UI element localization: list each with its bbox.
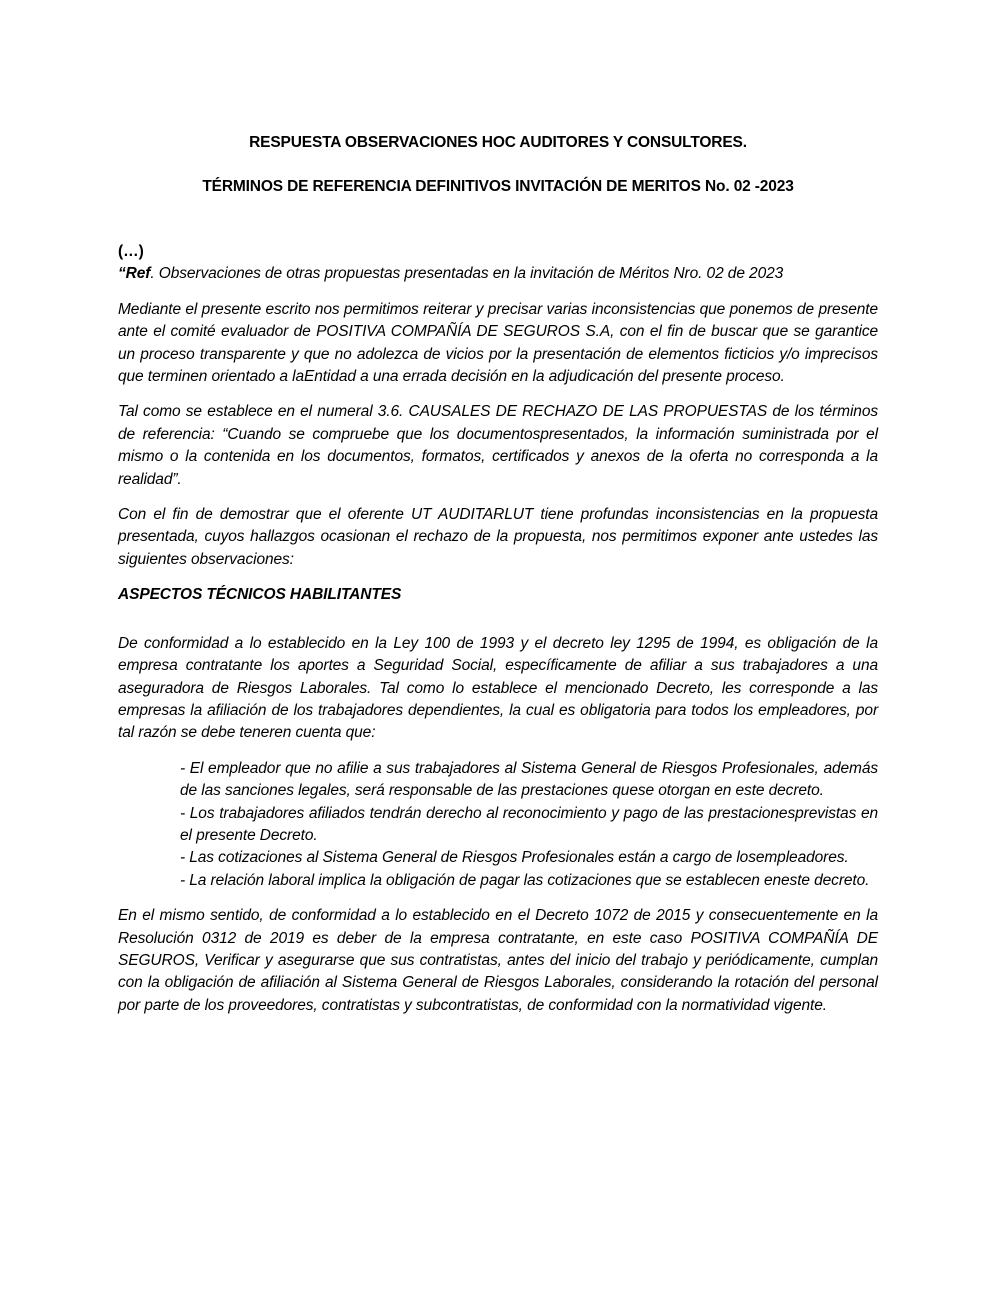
decree-points-list (180, 758, 878, 892)
paragraph-mediante: Mediante el presente escrito nos permitimos reiterar y precisar varias inconsistencias que ponemos de presente ante el comité evaluador de POSITIVA COMPAÑÍA DE SEGUROS S.A, con el fin de buscar que se garantice un proceso transparente y que no adolezca de vicios por la presentación de elementos ficticios y/o imprecisos que terminen orientado a laEntidad a una errada decisión en la adjudicación del presente proceso. (118, 300, 878, 386)
list-item: - Las cotizaciones al Sistema General de Riesgos Profesionales están a cargo de losempleadores. (180, 849, 849, 867)
paragraph-ley-100: De conformidad a lo establecido en la Ley 100 de 1993 y el decreto ley 1295 de 1994, es obligación de la empresa contratante los aportes a Seguridad Social, específicamente de afiliar a sus trabajadores a una aseguradora de Riesgos Laborales. Tal como lo establece el mencionado Decreto, les corresponde a las empresas la afiliación de los trabajadores dependientes, la cual es obligatoria para todos los empleadores, por tal razón se debe teneren cuenta que: (118, 634, 878, 742)
paragraph-oferente: Con el fin de demostrar que el oferente UT AUDITARLUT tiene profundas inconsistencias en la propuesta presentada, cuyos hallazgos ocasionan el rechazo de la propuesta, nos permitimos exponer ante ustedes las siguientes observaciones: (118, 506, 878, 568)
section-heading-aspectos-tecnicos: ASPECTOS TÉCNICOS HABILITANTES (118, 586, 402, 604)
list-item: - Los trabajadores afiliados tendrán derecho al reconocimiento y pago de las prestacionesprevistas en el presente Decreto. (180, 804, 878, 844)
reference-label: “Ref (118, 265, 151, 283)
list-item: - La relación laboral implica la obligación de pagar las cotizaciones que se establecen eneste decreto. (180, 871, 870, 889)
paragraph-decreto-1072: En el mismo sentido, de conformidad a lo establecido en el Decreto 1072 de 2015 y consecuentemente en la Resolución 0312 de 2019 es deber de la empresa contratante, en este caso POSITIVA COMPAÑÍA DE SEGUROS, Verificar y asegurarse que sus contratistas, antes del inicio del trabajo y periódicamente, cumplan con la obligación de afiliación al Sistema General de Riesgos Laborales, considerando la rotación del personal por parte de los proveedores, contratistas y subcontratistas, de conformidad con la normatividad vigente. (118, 907, 878, 1014)
paragraph-causales-rechazo: Tal como se establece en el numeral 3.6. CAUSALES DE RECHAZO DE LAS PROPUESTAS de los términos de referencia: “Cuando se compruebe que los documentospresentados, la información suministrada por el mismo o la contenida en los documentos, formatos, certificados y anexos de la oferta no corresponda a la realidad”. (118, 403, 878, 488)
document-title: RESPUESTA OBSERVACIONES HOC AUDITORES Y CONSULTORES. (249, 134, 747, 151)
ellipsis-marker: (…) (118, 243, 144, 260)
reference-text: . Observaciones de otras propuestas presentadas en la invitación de Méritos Nro. 02 de 2023 (150, 265, 784, 283)
reference-line (118, 263, 878, 285)
document-subtitle: TÉRMINOS DE REFERENCIA DEFINITIVOS INVITACIÓN DE MERITOS No. 02 -2023 (202, 178, 794, 195)
list-item: - El empleador que no afilie a sus trabajadores al Sistema General de Riesgos Profesionales, además de las sanciones legales, será responsable de las prestaciones quese otorgan en este decreto. (180, 759, 878, 800)
